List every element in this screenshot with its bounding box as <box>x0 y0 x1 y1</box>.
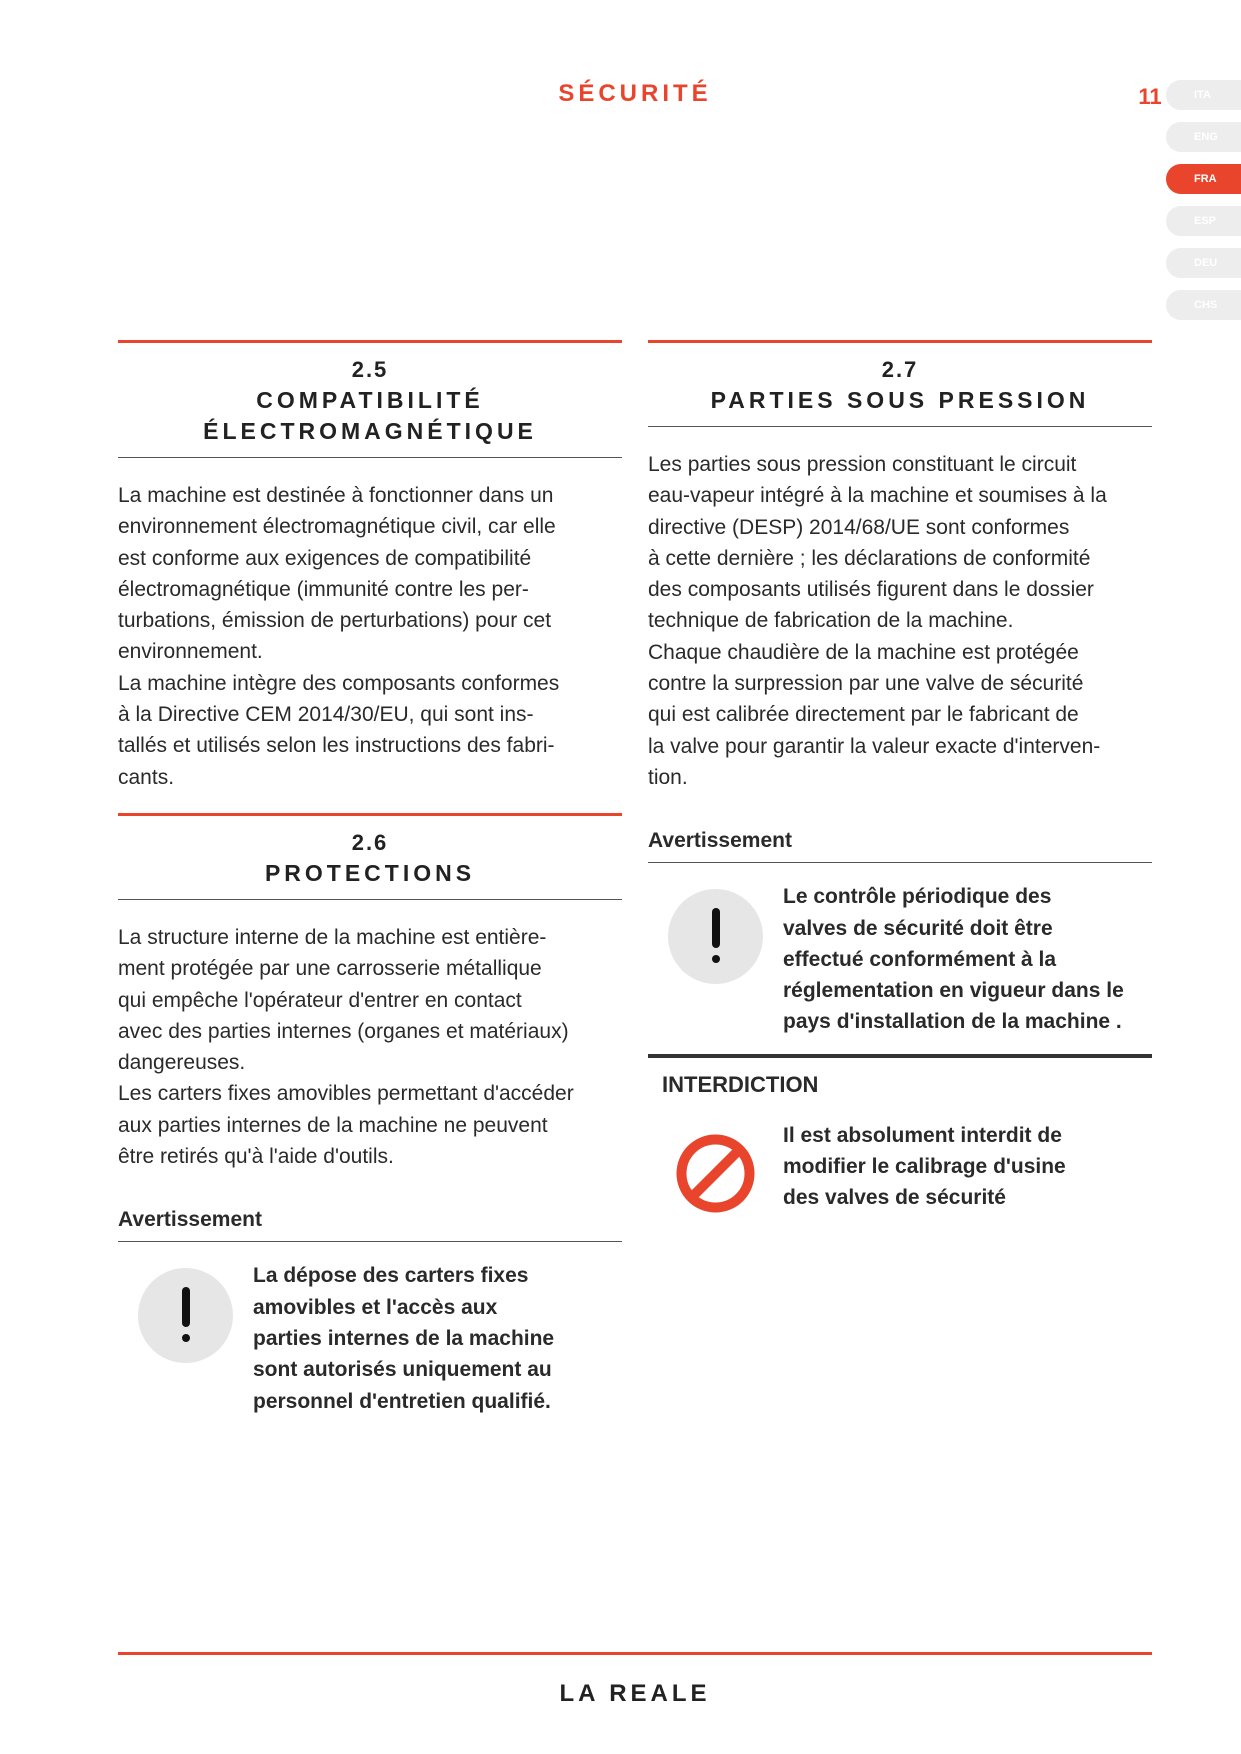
page-title: SÉCURITÉ <box>558 80 712 107</box>
left-column <box>118 340 622 1417</box>
section-title: ÉLECTROMAGNÉTIQUE <box>203 418 537 444</box>
warning-notice <box>118 1260 622 1416</box>
section-title: COMPATIBILITÉ <box>256 387 484 413</box>
lang-tab-eng[interactable]: ENG <box>1166 122 1241 152</box>
section-2-7-header <box>648 340 1152 427</box>
warning-text: La dépose des carters fixes amovibles et l'accès aux parties internes de la machine sont autorisés uniquement au personnel d'entretien qualifié. <box>253 1264 555 1413</box>
section-2-7-body: Les parties sous pression constituant le circuit eau-vapeur intégré à la machine et soumises à la directive (DESP) 2014/68/UE sont conformes à cette dernière ; les déclarations de conformité des composants utilisés figurent dans le dossier technique de fabrication de la machine. Chaque chaudière de la machine est protégée contre la surpression par une valve de sécurité qui est calibrée directement par le fabricant de la valve pour garantir la valeur exacte d'interven- tion. <box>648 453 1107 789</box>
prohibition-icon <box>668 1126 763 1221</box>
section-number: 2.6 <box>351 829 389 855</box>
exclamation-icon <box>138 1268 233 1363</box>
prohibition-text: Il est absolument interdit de modifier le calibrage d'usine des valves de sécurité <box>783 1123 1066 1210</box>
warning-heading: Avertissement <box>648 829 1152 863</box>
section-number: 2.5 <box>351 357 389 382</box>
warning-notice <box>648 881 1152 1037</box>
lang-tab-fra[interactable]: FRA <box>1166 164 1241 194</box>
lang-tab-chs[interactable]: CHS <box>1166 290 1241 320</box>
right-column <box>648 340 1152 1221</box>
section-2-5-body: La machine est destinée à fonctionner dans un environnement électromagnétique civil, car elle est conforme aux exigences de compatibilité électromagnétique (immunité contre les per- turbations, émission de perturbations) pour cet environnement. La machine intègre des composants conformes à la Directive CEM 2014/30/EU, qui sont ins- tallés et utilisés selon les instructions des fabri- cants. <box>118 484 560 789</box>
section-2-6-header <box>118 813 622 900</box>
lang-tab-ita[interactable]: ITA <box>1166 80 1241 110</box>
footer-divider <box>118 1652 1152 1655</box>
section-2-6-body: La structure interne de la machine est entière- ment protégée par une carrosserie métallique qui empêche l'opérateur d'entrer en contact avec des parties internes (organes et matériaux) dangereuses. Les carters fixes amovibles permettant d'accéder aux parties internes de la machine ne peuvent être retirés qu'à l'aide d'outils. <box>118 925 574 1169</box>
section-2-5-header <box>118 340 622 458</box>
exclamation-icon <box>668 889 763 984</box>
prohibition-heading: INTERDICTION <box>648 1054 1152 1098</box>
page-number: 11 <box>1138 84 1162 109</box>
section-number: 2.7 <box>881 357 919 382</box>
section-title: PROTECTIONS <box>264 859 476 886</box>
warning-heading: Avertissement <box>118 1208 622 1242</box>
footer-brand: LA REALE <box>559 1680 711 1707</box>
language-tabs <box>1166 80 1241 332</box>
warning-text: Le contrôle périodique des valves de sécurité doit être effectué conformément à la réglementation en vigueur dans le pays d'installation de la machine . <box>783 885 1124 1034</box>
lang-tab-deu[interactable]: DEU <box>1166 248 1241 278</box>
section-title: PARTIES SOUS PRESSION <box>710 387 1090 413</box>
lang-tab-esp[interactable]: ESP <box>1166 206 1241 236</box>
prohibition-notice <box>648 1120 1152 1221</box>
